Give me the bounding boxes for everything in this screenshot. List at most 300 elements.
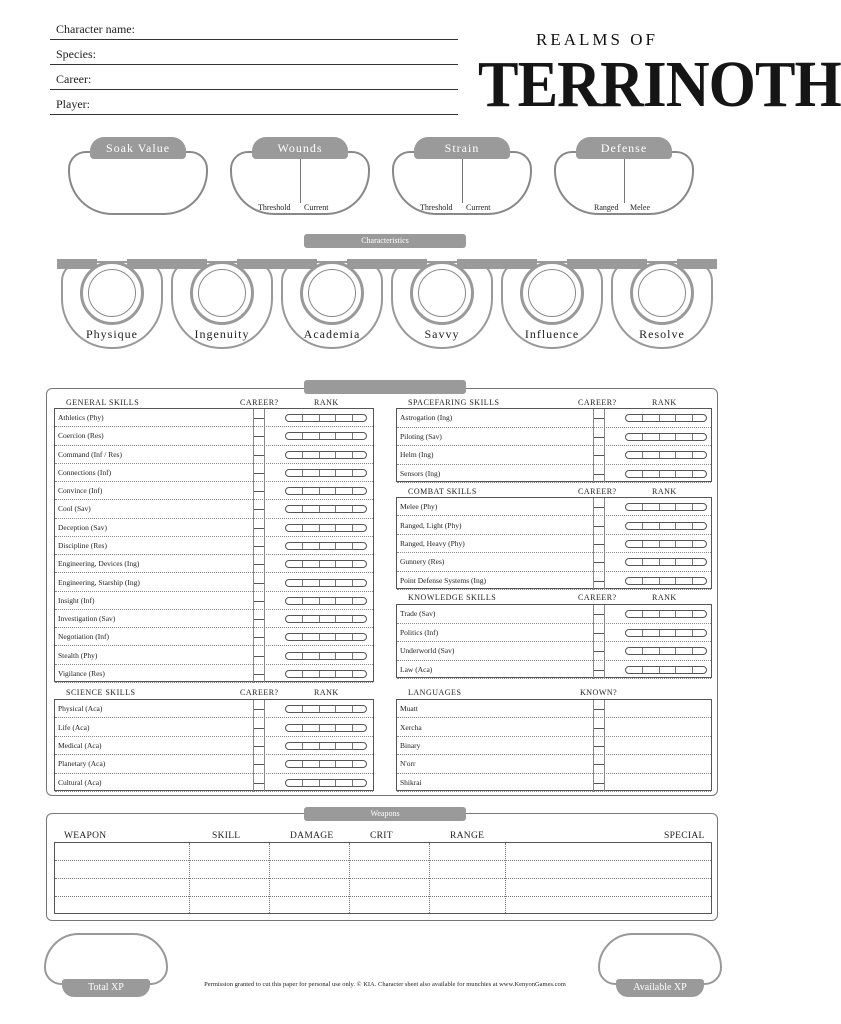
weapons-table[interactable] (54, 842, 712, 914)
soak-value-label: Soak Value (90, 137, 186, 159)
physique-inner-ring (88, 269, 136, 317)
general-rank-header: RANK (314, 398, 339, 407)
rank-track[interactable] (625, 503, 707, 511)
skill-name: Law (Aca) (400, 664, 433, 674)
skill-name: Life (Aca) (58, 722, 90, 732)
skill-row (397, 700, 711, 718)
checkbox-mark (594, 474, 604, 475)
general-skills-title: GENERAL SKILLS (66, 398, 140, 407)
rank-pip (335, 780, 336, 786)
skill-row (397, 755, 711, 773)
skill-row (397, 661, 711, 680)
skill-row (55, 446, 373, 464)
rank-pip (659, 648, 660, 654)
rank-pip (675, 504, 676, 510)
total-xp-label: Total XP (62, 979, 150, 997)
checkbox-mark (594, 437, 604, 438)
rank-track[interactable] (285, 469, 367, 477)
checkbox-mark (254, 601, 264, 602)
characteristic-resolve (607, 257, 717, 352)
checkbox-mark (254, 746, 264, 747)
savvy-wing-right (457, 259, 497, 269)
rank-pip (335, 433, 336, 439)
rank-pip (642, 559, 643, 565)
career-checkbox[interactable] (593, 465, 605, 484)
career-checkbox[interactable] (253, 737, 265, 755)
rank-pip (352, 598, 353, 604)
career-checkbox[interactable] (253, 409, 265, 427)
rank-pip (319, 743, 320, 749)
rank-pip (659, 578, 660, 584)
rank-pip (302, 653, 303, 659)
available-xp-input[interactable] (598, 933, 722, 985)
rank-pip (302, 616, 303, 622)
rank-track[interactable] (285, 779, 367, 787)
rank-pip (642, 434, 643, 440)
skill-name: Negotiation (Inf) (58, 632, 110, 642)
knowledge-rank-header: RANK (652, 593, 677, 602)
checkbox-mark (594, 783, 604, 784)
rank-pip (335, 598, 336, 604)
rank-pip (335, 488, 336, 494)
rank-pip (675, 415, 676, 421)
skill-name: Command (Inf / Res) (58, 449, 122, 459)
career-checkbox[interactable] (253, 482, 265, 500)
rank-pip (319, 780, 320, 786)
rank-pip (319, 580, 320, 586)
rank-pip (675, 434, 676, 440)
checkbox-mark (594, 526, 604, 527)
rank-track[interactable] (285, 505, 367, 513)
rank-pip (352, 616, 353, 622)
rank-pip (319, 706, 320, 712)
career-checkbox[interactable] (253, 665, 265, 683)
career-checkbox[interactable] (593, 624, 605, 643)
career-checkbox[interactable] (253, 700, 265, 718)
skill-row (55, 537, 373, 555)
skill-row (397, 718, 711, 736)
skill-name: Insight (Inf) (58, 595, 95, 605)
rank-pip (659, 541, 660, 547)
rank-pip (659, 523, 660, 529)
rank-track[interactable] (625, 666, 707, 674)
rank-pip (642, 648, 643, 654)
skill-name: Xercha (400, 722, 422, 732)
resolve-label: Resolve (639, 327, 685, 341)
rank-track[interactable] (625, 540, 707, 548)
rank-pip (352, 780, 353, 786)
skill-column-header: SKILL (212, 831, 241, 841)
characteristics-ribbon: Characteristics (304, 234, 466, 248)
skill-name: Melee (Phy) (400, 502, 438, 512)
science-rank-header: RANK (314, 688, 339, 697)
total-xp-input[interactable] (44, 933, 168, 985)
career-checkbox[interactable] (253, 555, 265, 573)
known-checkbox[interactable] (593, 737, 605, 755)
checkbox-mark (254, 783, 264, 784)
career-checkbox[interactable] (253, 446, 265, 464)
checkbox-mark (254, 674, 264, 675)
rank-pip (692, 504, 693, 510)
career-field[interactable] (50, 68, 458, 90)
career-checkbox[interactable] (253, 592, 265, 610)
skill-row (397, 774, 711, 792)
rank-track[interactable] (285, 670, 367, 678)
rank-pip (352, 561, 353, 567)
rank-track[interactable] (625, 522, 707, 530)
spacefaring-skills-box (396, 408, 712, 482)
rank-pip (659, 667, 660, 673)
rank-pip (319, 761, 320, 767)
skill-name: Helm (Ing) (400, 450, 434, 460)
career-checkbox[interactable] (253, 464, 265, 482)
characteristic-physique (57, 257, 167, 352)
career-checkbox[interactable] (253, 519, 265, 537)
career-checkbox[interactable] (253, 628, 265, 646)
rank-pip (352, 580, 353, 586)
rank-track[interactable] (285, 451, 367, 459)
crit-column-header: CRIT (370, 831, 393, 841)
checkbox-mark (594, 507, 604, 508)
skill-row (55, 592, 373, 610)
rank-pip (335, 706, 336, 712)
rank-pip (335, 743, 336, 749)
rank-pip (692, 667, 693, 673)
rank-pip (319, 598, 320, 604)
career-checkbox[interactable] (253, 718, 265, 736)
languages-box (396, 699, 712, 791)
known-checkbox[interactable] (593, 774, 605, 792)
rank-pip (302, 725, 303, 731)
skill-name: Investigation (Sav) (58, 614, 116, 624)
rank-track[interactable] (285, 542, 367, 550)
weapon-column-separator (505, 843, 506, 913)
known-checkbox[interactable] (593, 700, 605, 718)
resolve-inner-ring (638, 269, 686, 317)
rank-track[interactable] (625, 470, 707, 478)
rank-pip (352, 415, 353, 421)
wounds-divider (300, 155, 301, 203)
rank-track[interactable] (285, 524, 367, 532)
strain-label: Strain (414, 137, 510, 159)
rank-pip (335, 470, 336, 476)
rank-pip (319, 561, 320, 567)
rank-pip (692, 452, 693, 458)
career-checkbox[interactable] (253, 537, 265, 555)
skill-name: Astrogation (Ing) (400, 413, 453, 423)
rank-track[interactable] (285, 579, 367, 587)
rank-track[interactable] (285, 633, 367, 641)
logo-terrinoth: TERRINOTH (478, 48, 841, 121)
career-checkbox[interactable] (593, 572, 605, 590)
rank-pip (659, 611, 660, 617)
defense-ranged-label: Ranged (594, 203, 619, 212)
rank-pip (302, 433, 303, 439)
rank-pip (352, 525, 353, 531)
species-field[interactable] (50, 43, 458, 65)
soak-value-input[interactable] (68, 151, 208, 215)
rank-pip (675, 630, 676, 636)
career-checkbox[interactable] (253, 500, 265, 518)
rank-pip (352, 452, 353, 458)
checkbox-mark (594, 670, 604, 671)
wounds-label: Wounds (252, 137, 348, 159)
rank-track[interactable] (285, 560, 367, 568)
rank-pip (675, 523, 676, 529)
checkbox-mark (254, 546, 264, 547)
influence-wing-right (567, 259, 607, 269)
rank-pip (319, 653, 320, 659)
skill-name: Stealth (Phy) (58, 650, 98, 660)
rank-pip (319, 415, 320, 421)
skill-name: Physical (Aca) (58, 704, 103, 714)
influence-inner-ring (528, 269, 576, 317)
defense-divider (624, 155, 625, 203)
player-field[interactable] (50, 93, 458, 115)
career-checkbox[interactable] (253, 755, 265, 773)
player-label: Player: (56, 97, 90, 111)
rank-pip (302, 706, 303, 712)
skill-name: Point Defense Systems (Ing) (400, 575, 487, 585)
skill-row (397, 446, 711, 465)
career-checkbox[interactable] (593, 409, 605, 428)
rank-pip (319, 616, 320, 622)
checkbox-mark (254, 436, 264, 437)
rank-pip (642, 415, 643, 421)
available-xp-label: Available XP (616, 979, 704, 997)
knowledge-career-header: CAREER? (578, 593, 617, 602)
checkbox-mark (594, 581, 604, 582)
rank-track[interactable] (625, 577, 707, 585)
character-name-label: Character name: (56, 22, 135, 36)
general-career-header: CAREER? (240, 398, 279, 407)
skill-row (55, 774, 373, 792)
skill-row (397, 535, 711, 553)
skill-row (397, 428, 711, 447)
rank-pip (302, 761, 303, 767)
checkbox-mark (254, 564, 264, 565)
weapon-row-line (55, 878, 711, 879)
strain-current-label: Current (466, 203, 491, 212)
rank-pip (335, 634, 336, 640)
rank-pip (692, 630, 693, 636)
skill-row (55, 500, 373, 518)
rank-pip (675, 611, 676, 617)
rank-pip (335, 671, 336, 677)
rank-pip (659, 504, 660, 510)
characteristic-savvy (387, 257, 497, 352)
skill-name: Piloting (Sav) (400, 431, 442, 441)
rank-track[interactable] (625, 451, 707, 459)
rank-pip (352, 725, 353, 731)
rank-pip (692, 648, 693, 654)
rank-track[interactable] (285, 652, 367, 660)
skill-name: Cultural (Aca) (58, 777, 102, 787)
skill-name: Deception (Sav) (58, 522, 107, 532)
weapon-row-line (55, 896, 711, 897)
wounds-threshold-label: Threshold (258, 203, 291, 212)
checkbox-mark (594, 764, 604, 765)
career-checkbox[interactable] (253, 573, 265, 591)
rank-track[interactable] (285, 705, 367, 713)
skill-row (55, 610, 373, 628)
skill-name: Underworld (Sav) (400, 646, 455, 656)
rank-pip (302, 415, 303, 421)
ingenuity-label: Ingenuity (194, 327, 250, 341)
strain-box (388, 137, 536, 217)
rank-pip (352, 706, 353, 712)
academia-wing-right (347, 259, 387, 269)
checkbox-mark (594, 633, 604, 634)
rank-pip (302, 671, 303, 677)
rank-track[interactable] (285, 414, 367, 422)
rank-pip (352, 506, 353, 512)
rank-pip (302, 506, 303, 512)
skill-name: Shikrai (400, 777, 422, 787)
physique-label: Physique (85, 327, 138, 341)
rank-pip (319, 506, 320, 512)
rank-pip (675, 667, 676, 673)
languages-known-header: KNOWN? (580, 688, 618, 697)
known-checkbox[interactable] (593, 755, 605, 773)
rank-pip (302, 634, 303, 640)
known-checkbox[interactable] (593, 718, 605, 736)
rank-track[interactable] (625, 558, 707, 566)
skill-name: Engineering, Devices (Ing) (58, 559, 140, 569)
skill-row (55, 700, 373, 718)
career-checkbox[interactable] (593, 516, 605, 534)
rank-pip (335, 761, 336, 767)
career-checkbox[interactable] (253, 427, 265, 445)
rank-pip (352, 470, 353, 476)
skill-row (55, 718, 373, 736)
skill-row (397, 553, 711, 571)
career-checkbox[interactable] (593, 605, 605, 624)
character-name-field[interactable] (50, 18, 458, 40)
career-checkbox[interactable] (253, 610, 265, 628)
career-checkbox[interactable] (253, 646, 265, 664)
combat-skills-title: COMBAT SKILLS (408, 487, 477, 496)
skill-name: Vigilance (Res) (58, 668, 105, 678)
rank-track[interactable] (625, 610, 707, 618)
rank-pip (352, 761, 353, 767)
rank-pip (692, 578, 693, 584)
ingenuity-inner-ring (198, 269, 246, 317)
strain-divider (462, 155, 463, 203)
checkbox-mark (594, 455, 604, 456)
career-checkbox[interactable] (593, 642, 605, 661)
checkbox-mark (254, 473, 264, 474)
characteristic-academia (277, 257, 387, 352)
skill-name: Athletics (Phy) (58, 413, 104, 423)
rank-pip (642, 541, 643, 547)
rank-pip (692, 541, 693, 547)
rank-pip (642, 471, 643, 477)
weapon-column-separator (429, 843, 430, 913)
available-xp-box (598, 933, 722, 999)
weapons-ribbon: Weapons (304, 807, 466, 821)
footer-permission-text: Permission granted to cut this paper for personal use only. © KIA. Character sheet also available for munchies at www.KenyonGames.com (204, 981, 566, 988)
career-checkbox[interactable] (593, 535, 605, 553)
checkbox-mark (254, 709, 264, 710)
rank-track[interactable] (625, 433, 707, 441)
checkbox-mark (594, 614, 604, 615)
career-checkbox[interactable] (593, 553, 605, 571)
weapon-column-header: WEAPON (64, 831, 107, 841)
rank-pip (335, 616, 336, 622)
rank-pip (659, 559, 660, 565)
checkbox-mark (254, 491, 264, 492)
career-checkbox[interactable] (593, 428, 605, 447)
skill-row (397, 516, 711, 534)
rank-track[interactable] (625, 647, 707, 655)
checkbox-mark (254, 418, 264, 419)
skill-row (55, 519, 373, 537)
skill-row (397, 737, 711, 755)
rank-track[interactable] (285, 742, 367, 750)
rank-track[interactable] (285, 760, 367, 768)
career-label: Career: (56, 72, 92, 86)
skill-name: Medical (Aca) (58, 740, 102, 750)
rank-track[interactable] (625, 414, 707, 422)
rank-pip (692, 611, 693, 617)
rank-track[interactable] (285, 615, 367, 623)
checkbox-mark (594, 562, 604, 563)
combat-rank-header: RANK (652, 487, 677, 496)
skill-name: Coercion (Res) (58, 431, 104, 441)
career-checkbox[interactable] (593, 661, 605, 680)
knowledge-skills-box (396, 604, 712, 678)
skill-name: Politics (Inf) (400, 627, 439, 637)
checkbox-mark (254, 656, 264, 657)
rank-track[interactable] (285, 724, 367, 732)
rank-track[interactable] (285, 487, 367, 495)
rank-pip (319, 470, 320, 476)
skill-name: Connections (Inf) (58, 467, 112, 477)
rank-pip (319, 452, 320, 458)
skill-name: Trade (Sav) (400, 609, 436, 619)
checkbox-mark (254, 509, 264, 510)
rank-pip (659, 471, 660, 477)
rank-pip (692, 434, 693, 440)
rank-pip (302, 525, 303, 531)
skill-row (397, 465, 711, 484)
rank-pip (335, 525, 336, 531)
rank-pip (642, 452, 643, 458)
career-checkbox[interactable] (593, 498, 605, 516)
rank-track[interactable] (285, 597, 367, 605)
rank-pip (352, 543, 353, 549)
rank-pip (335, 543, 336, 549)
career-checkbox[interactable] (593, 446, 605, 465)
rank-pip (675, 452, 676, 458)
rank-pip (692, 559, 693, 565)
rank-pip (302, 543, 303, 549)
combat-career-header: CAREER? (578, 487, 617, 496)
rank-pip (352, 488, 353, 494)
rank-pip (675, 648, 676, 654)
checkbox-mark (594, 544, 604, 545)
career-checkbox[interactable] (253, 774, 265, 792)
skill-name: Engineering, Starship (Ing) (58, 577, 140, 587)
rank-track[interactable] (625, 629, 707, 637)
rank-pip (659, 415, 660, 421)
general-skills-box (54, 408, 374, 682)
rank-track[interactable] (285, 432, 367, 440)
rank-pip (675, 541, 676, 547)
rank-pip (659, 452, 660, 458)
logo-realms-of: REALMS OF (536, 30, 658, 49)
